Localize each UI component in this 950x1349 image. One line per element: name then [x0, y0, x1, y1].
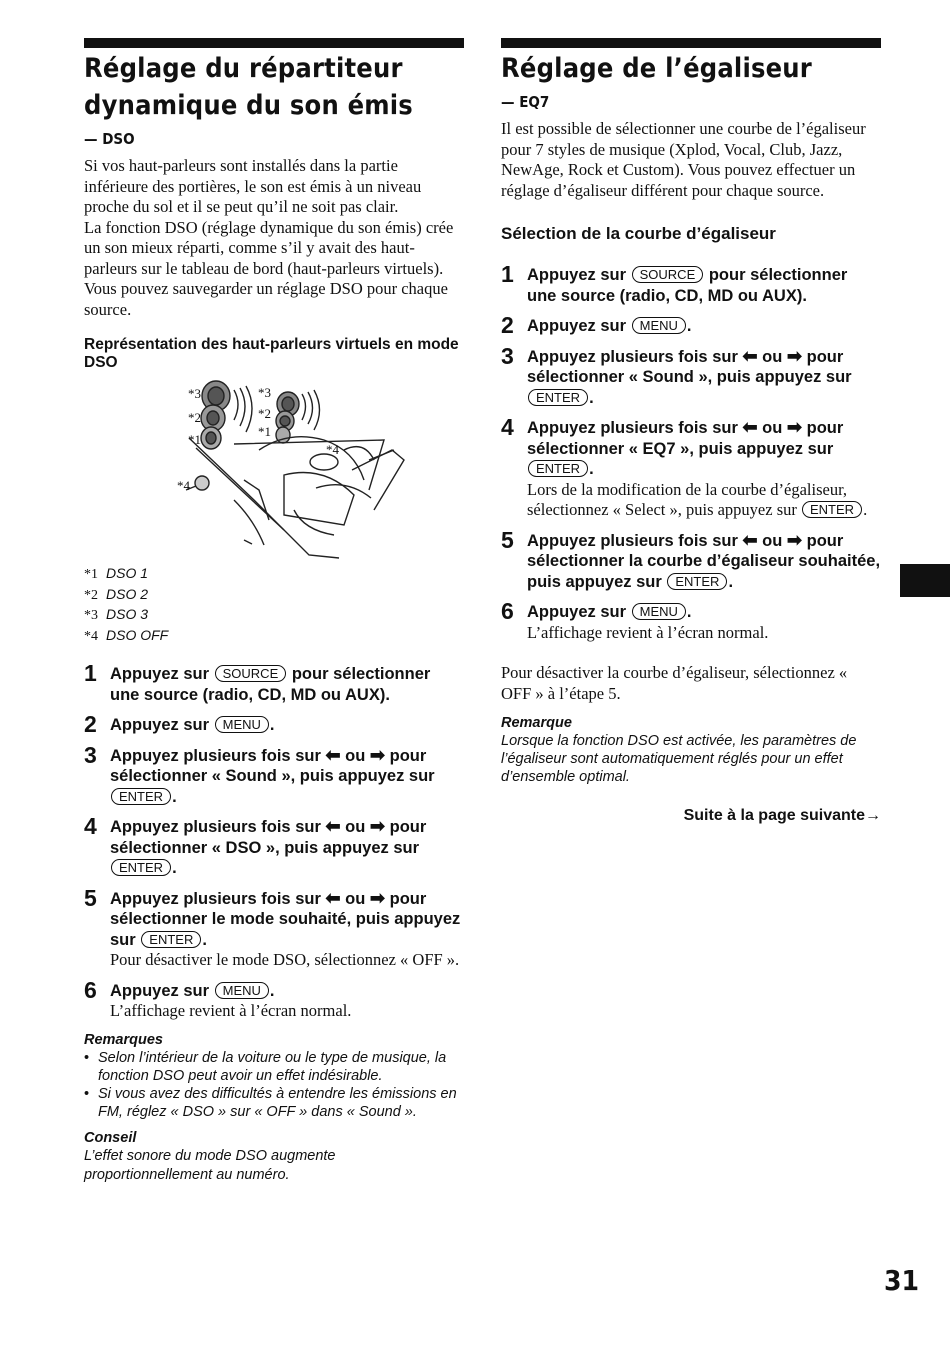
eq7-steps	[501, 261, 881, 643]
mark-2-left: *2	[188, 410, 201, 425]
mark-3-left: *3	[188, 386, 201, 401]
step-number: 3	[501, 342, 514, 369]
step-5: 5 Appuyez plusieurs fois sur ⬅ ou ➡ pour sélectionner le mode souhaité, puis appuyez sur ENTER . Pour désactiver le mode DSO, sélectionnez « OFF ».	[84, 889, 464, 971]
remark-title: Remarque	[501, 715, 572, 731]
step-number: 4	[84, 813, 97, 839]
tip-text: L’effet sonore du mode DSO augmente proportionnellement au numéro.	[84, 1148, 336, 1183]
left-arrow-icon: ⬅	[742, 417, 758, 437]
mark-4-right: *4	[326, 442, 339, 457]
left-arrow-icon: ⬅	[742, 345, 758, 366]
menu-key: MENU	[215, 716, 269, 733]
car-interior-illustration	[84, 380, 464, 560]
step-2: 2 Appuyez sur MENU .	[501, 312, 692, 338]
right-arrow-icon: ➡	[786, 417, 803, 437]
right-arrow-icon: ➡	[369, 816, 386, 836]
step-note: Lors de la modification de la courbe d’égaliseur, sélectionnez « Select », puis appuyez sur ENTER .	[527, 479, 868, 519]
section-tab-marker	[900, 564, 950, 597]
step-note: L’affichage revient à l’écran normal.	[110, 1001, 352, 1020]
step-1: 1 Appuyez sur SOURCE pour sélectionner une source (radio, CD, MD ou AUX).	[84, 660, 431, 704]
remarks	[84, 1031, 464, 1122]
step-number: 1	[501, 261, 514, 287]
legend-item: *2 DSO 2	[84, 585, 149, 603]
dso-title: Réglage du répartiteur dynamique du son émis	[84, 53, 413, 121]
step-number: 2	[501, 312, 514, 338]
tip	[84, 1129, 464, 1183]
remark-text: Lorsque la fonction DSO est activée, les paramètres de l’égaliseur sont automatiquement réglés pour un effet d’ensemble optimal.	[501, 733, 857, 786]
dso-intro-3: Vous pouvez sauvegarder un réglage DSO pour chaque source.	[84, 279, 448, 319]
section-top-bar	[501, 38, 881, 48]
enter-key: ENTER	[667, 573, 727, 590]
left-arrow-icon: ⬅	[325, 744, 341, 765]
menu-key: MENU	[632, 317, 686, 334]
mark-4-left: *4	[177, 478, 190, 493]
arrow-right-icon: →	[865, 806, 881, 824]
tip-title: Conseil	[84, 1130, 137, 1147]
mark-3-right: *3	[258, 385, 271, 400]
enter-key: ENTER	[528, 389, 588, 406]
remark-item: • Selon l’intérieur de la voiture ou le type de musique, la fonction DSO peut avoir un effet indésirable.	[84, 1049, 464, 1085]
eq7-intro: Il est possible de sélectionner une courbe de l’égaliseur pour 7 styles de musique (Xplod, Vocal, Club, Jazz, NewAge, Rock et Custom). Vous pouvez effectuer un réglage d’égaliseur différent pour chaque source.	[501, 119, 866, 200]
eq-section-title: Sélection de la courbe d’égaliseur	[501, 224, 776, 243]
step-number: 4	[501, 414, 514, 440]
mark-1-left: *1	[188, 432, 201, 447]
step-number: 3	[84, 741, 97, 768]
step-2: 2 Appuyez sur MENU .	[84, 711, 275, 737]
step-4: 4 Appuyez plusieurs fois sur ⬅ ou ➡ pour sélectionner « DSO », puis appuyez sur ENTER .	[84, 813, 427, 877]
continue-next-page: Suite à la page suivante→	[683, 806, 881, 824]
remark	[501, 714, 881, 787]
step-note: L’affichage revient à l’écran normal.	[527, 622, 769, 642]
step-6: 6 Appuyez sur MENU . L’affichage revient à l’écran normal.	[84, 981, 464, 1022]
legend-item: *3 DSO 3	[84, 606, 149, 623]
right-arrow-icon: ➡	[369, 744, 386, 765]
source-key: SOURCE	[632, 266, 704, 283]
enter-key: ENTER	[528, 460, 588, 477]
step-1: 1 Appuyez sur SOURCE pour sélectionner une source (radio, CD, MD ou AUX).	[501, 261, 848, 305]
step-3: 3 Appuyez plusieurs fois sur ⬅ ou ➡ pour sélectionner « Sound », puis appuyez sur ENTER .	[84, 741, 435, 806]
right-arrow-icon: ➡	[786, 529, 803, 550]
eq7-outro: Pour désactiver la courbe d’égaliseur, sélectionnez « OFF » à l’étape 5.	[501, 663, 848, 703]
dso-figure	[84, 380, 464, 560]
remarks-title: Remarques	[84, 1031, 163, 1048]
step-note: Pour désactiver le mode DSO, sélectionnez « OFF ».	[110, 950, 460, 969]
step-5: 5 Appuyez plusieurs fois sur ⬅ ou ➡ pour sélectionner la courbe d’égaliseur souhaitée, puis appuyez sur ENTER .	[501, 526, 881, 591]
right-arrow-icon: ➡	[786, 345, 803, 366]
section-top-bar	[84, 38, 464, 48]
right-column	[501, 38, 881, 825]
enter-key: ENTER	[111, 859, 171, 876]
step-number: 6	[501, 598, 514, 624]
left-arrow-icon: ⬅	[325, 816, 341, 836]
mark-1-right: *1	[258, 424, 271, 439]
eq7-subtitle: — EQ7	[501, 93, 550, 111]
eq7-title: Réglage de l’égaliseur	[501, 53, 812, 84]
left-column	[84, 38, 464, 1184]
dso-intro-1: Si vos haut-parleurs sont installés dans la partie inférieure des portières, le son est émis à un niveau proche du sol et il se peut qu’il ne soit pas clair.	[84, 156, 422, 216]
step-number: 1	[84, 660, 97, 686]
dso-subtitle: — DSO	[84, 130, 135, 148]
step-number: 5	[84, 884, 97, 911]
menu-key: MENU	[215, 982, 269, 999]
page-number: 31	[884, 1264, 920, 1297]
step-4: 4 Appuyez plusieurs fois sur ⬅ ou ➡ pour sélectionner « EQ7 », puis appuyez sur ENTER . Lors de la modification de la courbe d’égaliseur, sélectionnez « Select », puis appuyez sur ENTER .	[501, 418, 881, 521]
figure-title: Représentation des haut-parleurs virtuels en mode DSO	[84, 336, 459, 371]
left-arrow-icon: ⬅	[742, 529, 758, 550]
legend-item: *1 DSO 1	[84, 565, 149, 582]
source-key: SOURCE	[215, 665, 287, 682]
right-arrow-icon: ➡	[369, 887, 386, 908]
enter-key: ENTER	[802, 501, 862, 518]
step-number: 6	[84, 976, 97, 1003]
step-number: 5	[501, 526, 514, 553]
left-arrow-icon: ⬅	[325, 887, 341, 908]
legend-item: *4 DSO OFF	[84, 626, 169, 644]
enter-key: ENTER	[111, 788, 171, 805]
remark-item: • Si vous avez des difficultés à entendre les émissions en FM, réglez « DSO » sur « OFF » dans « Sound ».	[84, 1085, 464, 1121]
figure-legend	[84, 564, 464, 646]
dso-intro-2: La fonction DSO (réglage dynamique du son émis) crée un son mieux réparti, comme s’il y avait des haut-parleurs sur le tableau de bord (haut-parleurs virtuels).	[84, 217, 454, 278]
menu-key: MENU	[632, 603, 686, 620]
enter-key: ENTER	[141, 931, 201, 948]
step-number: 2	[84, 711, 97, 737]
step-3: 3 Appuyez plusieurs fois sur ⬅ ou ➡ pour sélectionner « Sound », puis appuyez sur ENTER .	[501, 342, 852, 407]
dso-steps	[84, 660, 464, 1022]
step-6: 6 Appuyez sur MENU . L’affichage revient à l’écran normal.	[501, 602, 881, 643]
mark-2-right: *2	[258, 406, 271, 421]
